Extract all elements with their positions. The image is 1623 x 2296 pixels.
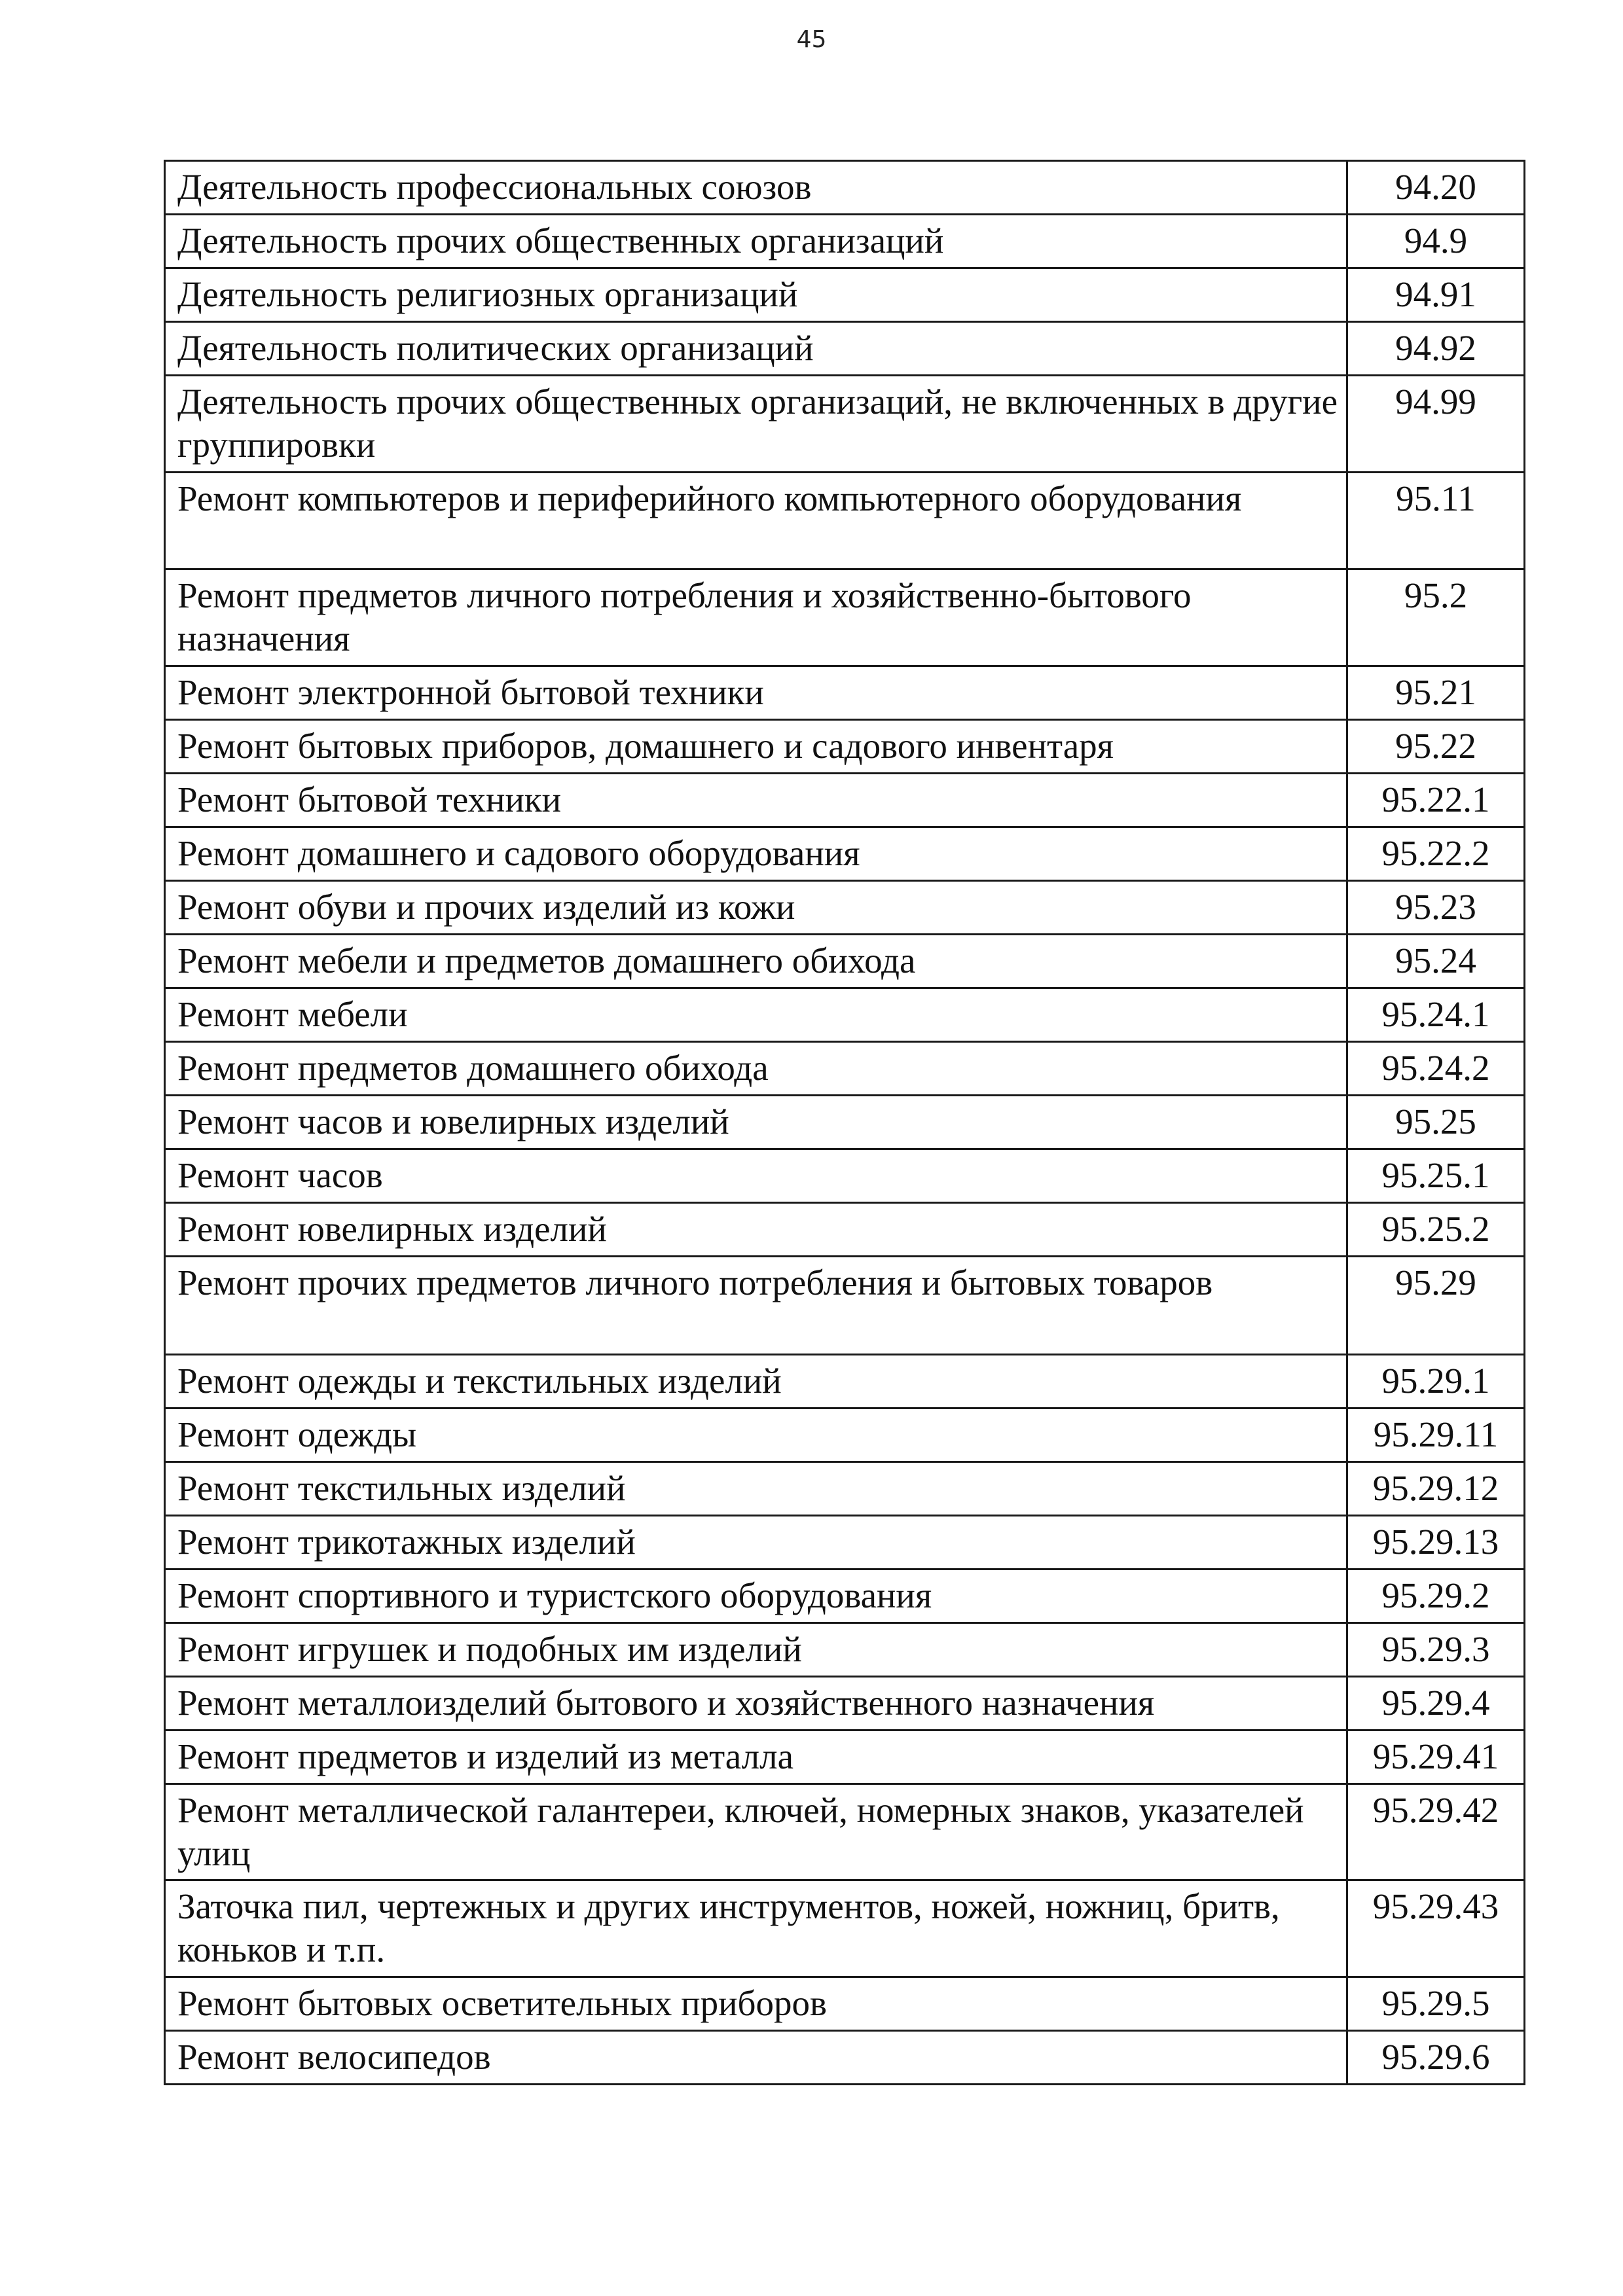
- activity-code: 95.29.2: [1347, 1570, 1525, 1623]
- activity-code: 95.29.1: [1347, 1355, 1525, 1408]
- activity-code: 95.2: [1347, 569, 1525, 666]
- activity-name: Ремонт одежды и текстильных изделий: [165, 1355, 1347, 1408]
- activity-name: Ремонт одежды: [165, 1408, 1347, 1462]
- table-row: [165, 1784, 1525, 1880]
- table-row: [165, 1408, 1525, 1462]
- table-row: [165, 1355, 1525, 1408]
- activity-code: 94.91: [1347, 268, 1525, 322]
- activity-code: 95.22.2: [1347, 827, 1525, 881]
- activity-code: 94.99: [1347, 376, 1525, 473]
- activity-name: Ремонт ювелирных изделий: [165, 1203, 1347, 1257]
- activity-name: Ремонт мебели: [165, 988, 1347, 1042]
- table-row: [165, 935, 1525, 988]
- activity-code: 95.24.1: [1347, 988, 1525, 1042]
- activity-name: Ремонт бытовых приборов, домашнего и садового инвентаря: [165, 720, 1347, 774]
- table-row: [165, 322, 1525, 376]
- activity-code: 95.29.3: [1347, 1623, 1525, 1677]
- activity-name: Ремонт трикотажных изделий: [165, 1516, 1347, 1570]
- activity-name: Ремонт электронной бытовой техники: [165, 666, 1347, 720]
- table-row: [165, 1203, 1525, 1257]
- activity-name: Деятельность прочих общественных организаций: [165, 215, 1347, 268]
- table-row: [165, 1731, 1525, 1784]
- table-row: [165, 1462, 1525, 1516]
- activity-name: Ремонт обуви и прочих изделий из кожи: [165, 881, 1347, 935]
- activity-code: 95.29.13: [1347, 1516, 1525, 1570]
- activity-name: Ремонт спортивного и туристского оборудования: [165, 1570, 1347, 1623]
- table-row: [165, 774, 1525, 827]
- activity-name: Ремонт часов: [165, 1149, 1347, 1203]
- table-row: [165, 1977, 1525, 2031]
- activity-name: Ремонт домашнего и садового оборудования: [165, 827, 1347, 881]
- activity-code: 95.29: [1347, 1257, 1525, 1355]
- table-row: [165, 1880, 1525, 1977]
- activity-code: 95.29.5: [1347, 1977, 1525, 2031]
- activity-code: 94.20: [1347, 161, 1525, 215]
- activity-code: 95.21: [1347, 666, 1525, 720]
- activity-name: Ремонт компьютеров и периферийного компьютерного оборудования: [165, 473, 1347, 569]
- page-number: 45: [796, 26, 827, 53]
- table-row: [165, 666, 1525, 720]
- table-row: [165, 1570, 1525, 1623]
- activity-name: Деятельность прочих общественных организаций, не включенных в другие группировки: [165, 376, 1347, 473]
- table-row: [165, 1149, 1525, 1203]
- activity-code: 95.25.2: [1347, 1203, 1525, 1257]
- activity-code: 95.29.42: [1347, 1784, 1525, 1880]
- activity-code: 95.25: [1347, 1096, 1525, 1149]
- activity-name: Ремонт игрушек и подобных им изделий: [165, 1623, 1347, 1677]
- table-row: [165, 827, 1525, 881]
- table-row: [165, 1677, 1525, 1731]
- activity-code: 95.29.12: [1347, 1462, 1525, 1516]
- activity-code: 95.29.43: [1347, 1880, 1525, 1977]
- activity-name: Деятельность политических организаций: [165, 322, 1347, 376]
- activity-code: 94.92: [1347, 322, 1525, 376]
- activity-name: Заточка пил, чертежных и других инструментов, ножей, ножниц, бритв, коньков и т.п.: [165, 1880, 1347, 1977]
- activity-code: 95.23: [1347, 881, 1525, 935]
- table-row: [165, 988, 1525, 1042]
- activity-code: 95.11: [1347, 473, 1525, 569]
- table-row: [165, 1042, 1525, 1096]
- table-row: [165, 161, 1525, 215]
- activity-code: 95.25.1: [1347, 1149, 1525, 1203]
- activity-code: 95.24.2: [1347, 1042, 1525, 1096]
- activity-name: Ремонт предметов и изделий из металла: [165, 1731, 1347, 1784]
- activity-name: Ремонт предметов личного потребления и хозяйственно-бытового назначения: [165, 569, 1347, 666]
- activity-name: Ремонт бытовых осветительных приборов: [165, 1977, 1347, 2031]
- activity-code: 95.24: [1347, 935, 1525, 988]
- table-row: [165, 2031, 1525, 2085]
- activity-code: 95.22.1: [1347, 774, 1525, 827]
- activity-codes-table: [164, 160, 1525, 2085]
- table-row: [165, 1623, 1525, 1677]
- activity-name: Ремонт прочих предметов личного потребления и бытовых товаров: [165, 1257, 1347, 1355]
- table-row: [165, 473, 1525, 569]
- activity-name: Ремонт велосипедов: [165, 2031, 1347, 2085]
- table-row: [165, 881, 1525, 935]
- activity-code: 95.29.11: [1347, 1408, 1525, 1462]
- activity-name: Ремонт металлической галантереи, ключей, номерных знаков, указателей улиц: [165, 1784, 1347, 1880]
- table-row: [165, 720, 1525, 774]
- table-row: [165, 376, 1525, 473]
- table-row: [165, 215, 1525, 268]
- activity-code: 94.9: [1347, 215, 1525, 268]
- activity-name: Ремонт предметов домашнего обихода: [165, 1042, 1347, 1096]
- table-row: [165, 1096, 1525, 1149]
- activity-code: 95.29.41: [1347, 1731, 1525, 1784]
- activity-name: Деятельность профессиональных союзов: [165, 161, 1347, 215]
- activity-code: 95.22: [1347, 720, 1525, 774]
- activity-name: Ремонт бытовой техники: [165, 774, 1347, 827]
- activity-code: 95.29.4: [1347, 1677, 1525, 1731]
- activity-name: Деятельность религиозных организаций: [165, 268, 1347, 322]
- activity-name: Ремонт часов и ювелирных изделий: [165, 1096, 1347, 1149]
- activity-name: Ремонт металлоизделий бытового и хозяйственного назначения: [165, 1677, 1347, 1731]
- table-row: [165, 1516, 1525, 1570]
- table-row: [165, 268, 1525, 322]
- table-row: [165, 569, 1525, 666]
- activity-name: Ремонт мебели и предметов домашнего обихода: [165, 935, 1347, 988]
- table-row: [165, 1257, 1525, 1355]
- activity-code: 95.29.6: [1347, 2031, 1525, 2085]
- activity-name: Ремонт текстильных изделий: [165, 1462, 1347, 1516]
